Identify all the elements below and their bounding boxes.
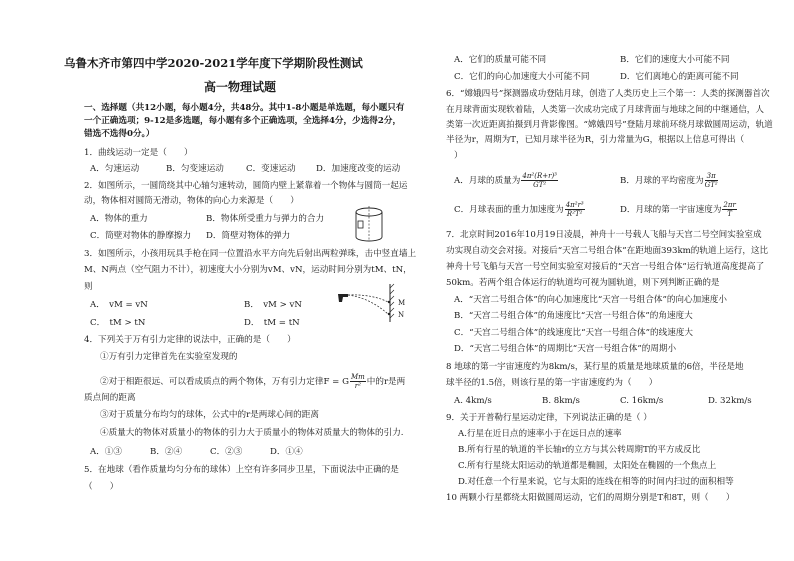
q5-line-1: 5．在地球（看作质量均匀分布的球体）上空有许多同步卫星，下面说法中正确的是 (84, 465, 399, 475)
q7-line-2: 功实现自动交会对接。对接后“天宫二号组合体”在距地面393km的轨道上运行，这比 (446, 246, 769, 256)
q5-option-b: B．它们的速度大小可能不同 (620, 55, 730, 65)
q3-label-n: N (398, 311, 405, 319)
q6-option-b-text: B．月球的平均密度为 (620, 176, 704, 186)
q4-option-c: C．②③ (210, 447, 243, 457)
q6-option-b (620, 172, 719, 189)
q3-line-2: M、N两点（空气阻力不计），初速度大小分别为vM、vN，运动时间分别为tM、tN， (84, 265, 412, 275)
q4-item-2-cont: 质点间的距离 (84, 393, 136, 403)
q6-option-c (454, 201, 586, 218)
q2-option-b: B．物体所受重力与弹力的合力 (206, 214, 325, 224)
q9-option-a: A.行星在近日点的速率小于在远日点的速率 (458, 429, 622, 439)
q1-option-b: B．匀变速运动 (166, 164, 224, 174)
q6-option-a-denominator: GT² (533, 181, 547, 189)
projectile-wall-figure (336, 280, 405, 324)
gravitation-fraction (350, 373, 366, 390)
exam-subtitle: 高一物理试题 (204, 80, 277, 94)
q3-option-d: D． tM = tN (244, 318, 300, 328)
q8-line-1: 8 地球的第一宇宙速度约为8km/s，某行星的质量是地球质量的6倍，半径是地 (446, 362, 744, 372)
q9-option-c: C.所有行星绕太阳运动的轨道都是椭圆，太阳处在椭圆的一个焦点上 (458, 461, 717, 471)
q6-line-2: 在月球背面实现软着陆，人类第一次成功完成了月球背面与地球之间的中继通信，人 (446, 105, 764, 115)
q6-option-d-denominator: T (727, 210, 732, 218)
q4-item-2 (100, 373, 405, 390)
q6-option-a-text: A．月球的质量为 (454, 176, 521, 186)
q1-option-d: D．加速度改变的运动 (316, 164, 401, 174)
q6-line-3: 类第一次近距离拍摄到月背影像图。“嫦娥四号”登陆月球前环绕月球做圆周运动，轨道 (446, 120, 773, 130)
q6-option-d-numerator: 2πr (723, 201, 736, 209)
q4-option-b: B．②④ (150, 447, 183, 457)
q4-item-3: ③对于质量分布均匀的球体，公式中的r是两球心间的距离 (100, 410, 319, 420)
q6-option-a-numerator: 4π²(R+r)³ (522, 172, 557, 180)
q1-stem: 1．曲线运动一定是（ ） (84, 148, 193, 158)
q5-option-a: A．它们的质量可能不同 (454, 55, 547, 65)
q7-option-d: D．“天宫二号组合体”的周期比“天宫一号组合体”的周期小 (454, 344, 677, 354)
q4-item-2-text: ②对于相距很远、可以看成质点的两个物体，万有引力定律F = G (100, 377, 349, 387)
gravitation-denominator: r² (354, 382, 361, 390)
q9-stem: 9．关于开普勒行星运动定律，下列说法正确的是（ ） (446, 413, 652, 423)
section-instructions-3: 错选不选得0分。） (84, 129, 155, 139)
q8-option-b: B. 8km/s (542, 396, 580, 406)
q5-line-2: （ ） (84, 482, 119, 492)
q9-option-d: D.对任意一个行星来说，它与太阳的连线在相等的时间内扫过的面积相等 (458, 477, 734, 487)
q2-line-2: 动，物体相对圆筒无滑动，物体的向心力来源是（ ） (84, 196, 299, 206)
q8-option-c: C. 16km/s (620, 396, 664, 406)
q3-line-3: 则 (84, 282, 93, 292)
q3-option-a: A． vM = vN (90, 300, 148, 310)
q6-option-b-fraction (705, 172, 718, 189)
q2-option-c: C．筒壁对物体的静摩擦力 (90, 231, 192, 241)
q7-option-a: A．“天宫二号组合体”的向心加速度比“天宫一号组合体”的向心加速度小 (454, 295, 727, 305)
q6-option-b-numerator: 3π (705, 172, 718, 181)
q4-option-a: A．①③ (90, 447, 122, 457)
q9-option-b: B.所有行星的轨道的半长轴r的立方与其公转周期T的平方成反比 (458, 445, 701, 455)
q6-option-c-fraction (565, 201, 585, 218)
q2-line-1: 2．如图所示，一圆筒绕其中心轴匀速转动，圆筒内壁上紧靠着一个物体与圆筒一起运 (84, 181, 408, 191)
q3-option-b: B． vM > vN (244, 300, 302, 310)
q10-stem: 10 两颗小行星都绕太阳做圆周运动，它们的周期分别是T和8T，则（ ） (446, 493, 735, 503)
q5-option-c: C．它们的向心加速度大小可能不同 (454, 72, 590, 82)
q6-option-c-denominator: R²T² (566, 210, 583, 218)
q1-option-a: A．匀速运动 (90, 164, 140, 174)
gravitation-numerator: Mm (350, 373, 365, 381)
q6-option-c-text: C．月球表面的重力加速度为 (454, 205, 564, 215)
section-instructions-2: 一个正确选项；9-12是多选题，每小题有多个正确选项，全选择4分，少选得2分， (84, 116, 402, 126)
q1-option-c: C．变速运动 (246, 164, 296, 174)
q7-line-4: 50km。若两个组合体运行的轨道均可视为圆轨道，则下列判断正确的是 (446, 278, 720, 288)
q4-stem: 4．下列关于万有引力定律的说法中，正确的是（ ） (84, 335, 296, 345)
q2-option-a: A．物体的重力 (90, 214, 148, 224)
q6-option-d (620, 201, 738, 218)
q7-option-c: C．“天宫二号组合体”的线速度比“天宫一号组合体”的线速度大 (454, 328, 693, 338)
q6-line-4: 半径为r，周期为T，已知月球半径为R，引力常量为G，根据以上信息可得出（ (446, 135, 745, 145)
q6-option-a (454, 172, 559, 189)
q7-option-b: B．“天宫二号组合体”的角速度比“天宫一号组合体”的角速度大 (454, 311, 693, 321)
q6-option-c-numerator: 4π²r³ (565, 201, 584, 209)
q6-option-a-fraction (521, 172, 558, 189)
q4-option-d: D．①④ (270, 447, 303, 457)
q3-line-1: 3．如图所示，小孩用玩具手枪在同一位置沿水平方向先后射出两粒弹珠，击中竖直墙上 (84, 249, 417, 259)
rotating-cylinder-figure (352, 205, 386, 243)
q6-option-d-text: D．月球的第一宇宙速度为 (620, 205, 722, 215)
section-instructions-1: 一、选择题（共12小题，每小题4分，共48分。其中1-8小题是单选题，每小题只有 (84, 103, 405, 113)
q8-line-2: 球半径的1.5倍，则该行星的第一宇宙速度约为（ ） (446, 378, 658, 388)
q6-line-5: ） (454, 151, 463, 161)
q7-line-3: 神舟十号飞船与天宫一号空间实验室对接后的“天宫一号组合体”运行轨道高度提高了 (446, 262, 765, 272)
q7-line-1: 7．北京时间2016年10月19日凌晨，神舟十一号载人飞船与天宫二号空间实验室成 (446, 230, 762, 240)
q6-option-b-denominator: GT² (704, 181, 718, 189)
q4-item-2-tail: 中的r是两 (366, 377, 406, 387)
q3-label-m: M (398, 299, 406, 307)
q5-option-d: D．它们离地心的距离可能不同 (620, 72, 739, 82)
q3-option-c: C． tM > tN (90, 318, 146, 328)
q6-line-1: 6．“嫦娥四号”探测器成功登陆月球，创造了人类历史上三个第一：人类的探测器首次 (446, 89, 770, 99)
q4-item-1: ①万有引力定律首先在实验室发现的 (100, 352, 238, 362)
q8-option-a: A. 4km/s (454, 396, 492, 406)
q6-option-d-fraction (722, 201, 736, 218)
q8-option-d: D. 32km/s (708, 396, 752, 406)
exam-title: 乌鲁木齐市第四中学2020-2021学年度下学期阶段性测试 (64, 56, 363, 70)
q4-item-4: ④质量大的物体对质量小的物体的引力大于质量小的物体对质量大的物体的引力. (100, 428, 404, 438)
q2-option-d: D．筒壁对物体的弹力 (206, 231, 291, 241)
